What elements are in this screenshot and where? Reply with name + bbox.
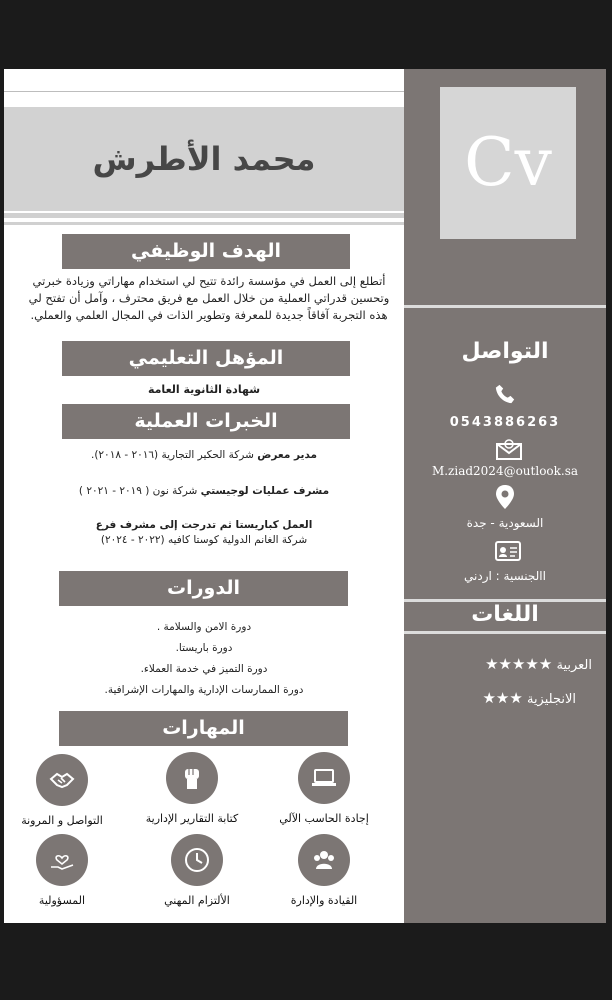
objective-heading: الهدف الوظيفي (62, 234, 350, 269)
skill-item (127, 752, 257, 825)
name-band (4, 107, 404, 211)
sidebar-divider (404, 305, 606, 308)
language-name: العربية (556, 658, 592, 673)
experience-detail: شركة الغانم الدولية كوستا كافيه (٢٠٢٢ - ٢٠٢٤) (100, 534, 308, 546)
experience-role: مشرف عمليات لوجيستي (200, 485, 330, 497)
location-pin-icon (494, 484, 516, 510)
skill-label: المسؤولية (38, 894, 86, 907)
sidebar-divider (404, 631, 606, 634)
hand-heart-icon (49, 847, 75, 873)
experience-heading: الخبرات العملية (62, 404, 350, 439)
person-name: محمد الأطرش (92, 140, 316, 178)
fist-icon (179, 765, 205, 791)
cv-page (4, 69, 606, 923)
experience-item (4, 448, 404, 463)
skill-label: إجادة الحاسب الآلي (279, 812, 369, 825)
skill-item (132, 834, 262, 907)
experience-item (4, 518, 404, 548)
skill-item (0, 754, 127, 827)
handshake-icon (49, 767, 75, 793)
course-item: دورة التميز في خدمة العملاء. (140, 663, 268, 675)
team-icon (311, 847, 337, 873)
course-item: دورة الممارسات الإدارية والمهارات الإشرافية. (104, 684, 304, 696)
objective-line: وتحسين قدراتي العملية من خلال العمل مع فريق محترف ، وآمل أن تفتح لي (28, 291, 390, 305)
skills-heading: المهارات (59, 711, 348, 746)
email-icon (496, 439, 522, 461)
clock-icon (184, 847, 210, 873)
experience-detail: شركة نون ( ٢٠١٩ - ٢٠٢١ ) (78, 485, 198, 497)
language-arabic (485, 655, 592, 673)
star-rating: ★★★ (482, 689, 523, 707)
contact-heading: التواصل (461, 339, 549, 364)
skill-label: التواصل و المرونة (21, 814, 103, 827)
objective-line: أتطلع إلى العمل في مؤسسة رائدة تتيح لي استخدام مهاراتي وزيادة خبرتي (32, 274, 386, 288)
experience-detail: شركة الحكير التجارية (٢٠١٦ - ٢٠١٨). (90, 449, 254, 461)
divider-stripe (4, 222, 404, 225)
id-card-icon (495, 540, 521, 562)
experience-role: مدير معرض (257, 449, 318, 461)
course-item: دورة الامن والسلامة . (156, 621, 252, 633)
skill-label: الألتزام المهني (164, 894, 230, 907)
phone-number: 0543886263 (449, 415, 561, 430)
objective-line: هذه التجربة آفاقاً جديدة للمعرفة وتطوير الذات في المجال العلمي والعملي. (30, 308, 388, 322)
skill-item (0, 834, 127, 907)
courses-list (4, 617, 404, 701)
star-rating: ★★★★★ (485, 655, 553, 673)
email-address: M.ziad2024@outlook.sa (431, 464, 579, 478)
divider-stripe (4, 213, 404, 218)
location: السعودية - جدة (466, 516, 544, 530)
laptop-icon (311, 765, 337, 791)
skill-item (259, 834, 389, 907)
education-degree: شهادة الثانوية العامة (147, 383, 261, 396)
language-name: الانجليزية (526, 692, 576, 707)
nationality: االجنسية : اردني (464, 569, 546, 583)
skill-label: كتابة التقارير الإدارية (145, 812, 239, 825)
experience-item (4, 484, 404, 499)
phone-icon (494, 383, 516, 405)
experience-role: العمل كباريستا ثم تدرجت إلى مشرف فرع (95, 519, 313, 531)
languages-heading: اللغات (471, 602, 539, 627)
objective-text (14, 273, 404, 324)
sidebar (404, 69, 606, 923)
language-english (482, 689, 576, 707)
courses-heading: الدورات (59, 571, 348, 606)
skill-label: القيادة والإدارة (290, 894, 358, 907)
skill-item (259, 752, 389, 825)
cv-logo: Cv (440, 87, 576, 239)
course-item: دورة باريستا. (175, 642, 233, 654)
education-heading: المؤهل التعليمي (62, 341, 350, 376)
